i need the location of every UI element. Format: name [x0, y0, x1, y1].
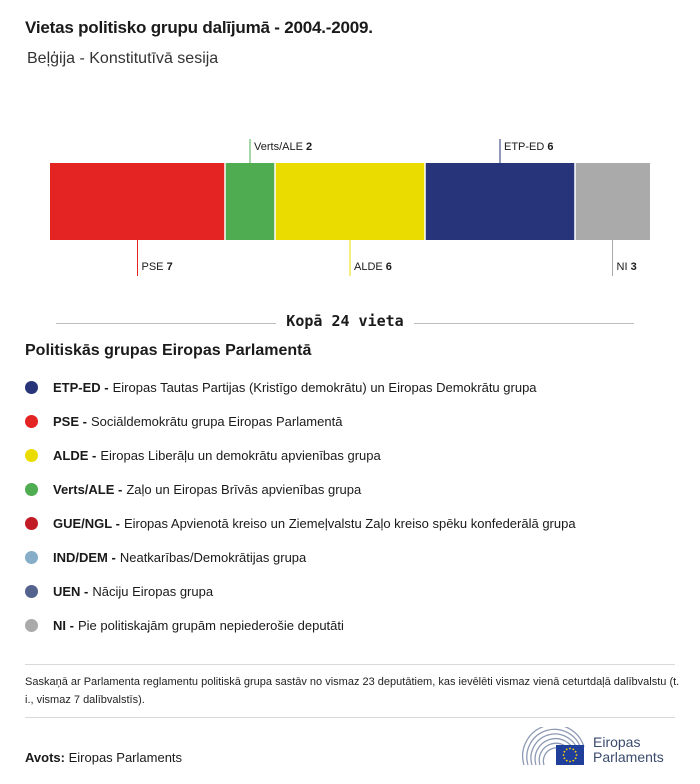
legend — [25, 370, 685, 642]
legend-code: UEN - — [53, 583, 89, 599]
legend-dot-icon — [25, 551, 38, 564]
segment-label: NI 3 — [616, 261, 637, 273]
chart-title: Vietas politisko grupu dalījumā - 2004.-2009. — [25, 18, 373, 37]
legend-title: Politiskās grupas Eiropas Parlamentā — [25, 342, 312, 359]
bar-segment-pse — [50, 163, 225, 240]
total-label: Kopā 24 vieta — [276, 312, 413, 330]
divider-top — [25, 664, 675, 665]
legend-desc: Pie politiskajām grupām nepiederošie deputāti — [77, 617, 344, 633]
chart-subtitle: Beļģija - Konstitutīvā sesija — [27, 50, 219, 67]
eu-parliament-logo — [520, 727, 680, 771]
bar-segment-ni — [575, 163, 650, 240]
legend-code: PSE - — [53, 413, 87, 429]
legend-desc: Neatkarības/Demokrātijas grupa — [119, 549, 307, 565]
legend-dot-icon — [25, 483, 38, 496]
bar-segment-etp-ed — [425, 163, 575, 240]
divider-bottom — [25, 717, 675, 718]
legend-item — [25, 472, 685, 506]
bar-segment-verts-ale — [225, 163, 275, 240]
legend-desc: Zaļo un Eiropas Brīvās apvienības grupa — [126, 481, 362, 497]
logo-line2: Parlaments — [593, 749, 664, 765]
legend-item — [25, 438, 685, 472]
segment-label: ETP-ED 6 — [504, 141, 554, 153]
legend-desc: Eiropas Liberāļu un demokrātu apvienības grupa — [100, 447, 381, 463]
legend-item — [25, 574, 685, 608]
legend-dot-icon — [25, 415, 38, 428]
segment-label: Verts/ALE 2 — [254, 141, 313, 153]
seat-bar-chart — [0, 130, 700, 290]
legend-item — [25, 540, 685, 574]
legend-dot-icon — [25, 585, 38, 598]
legend-code: ALDE - — [53, 447, 97, 463]
legend-item — [25, 506, 685, 540]
legend-code: GUE/NGL - — [53, 515, 120, 531]
legend-item — [25, 608, 685, 642]
bar-segment-alde — [275, 163, 425, 240]
legend-desc: Eiropas Tautas Partijas (Kristīgo demokrātu) un Eiropas Demokrātu grupa — [112, 379, 537, 395]
eu-parliament-logo-icon — [520, 727, 592, 771]
legend-item — [25, 370, 685, 404]
logo-line1: Eiropas — [593, 734, 641, 750]
footnote: Saskaņā ar Parlamenta reglamentu politiskā grupa sastāv no vismaz 23 deputātiem, kas ievēlēti vismaz vienā ceturtdaļā dalībvalstu (t. i., vismaz 7 dalībvalstīs). — [25, 676, 680, 706]
legend-desc: Nāciju Eiropas grupa — [92, 583, 214, 599]
legend-dot-icon — [25, 449, 38, 462]
legend-item — [25, 404, 685, 438]
legend-dot-icon — [25, 381, 38, 394]
source — [25, 750, 182, 765]
legend-dot-icon — [25, 517, 38, 530]
source-value: Eiropas Parlaments — [68, 750, 183, 765]
segment-label: PSE 7 — [141, 261, 173, 273]
legend-code: IND/DEM - — [53, 549, 116, 565]
legend-dot-icon — [25, 619, 38, 632]
legend-code: ETP-ED - — [53, 379, 109, 395]
total-seats — [56, 312, 634, 334]
legend-desc: Eiropas Apvienotā kreiso un Ziemeļvalstu Zaļo kreiso spēku konfederālā grupa — [123, 515, 576, 531]
source-label: Avots: — [25, 750, 65, 765]
legend-code: NI - — [53, 617, 74, 633]
legend-code: Verts/ALE - — [53, 481, 123, 497]
legend-desc: Sociāldemokrātu grupa Eiropas Parlamentā — [90, 413, 343, 429]
segment-label: ALDE 6 — [354, 261, 392, 273]
